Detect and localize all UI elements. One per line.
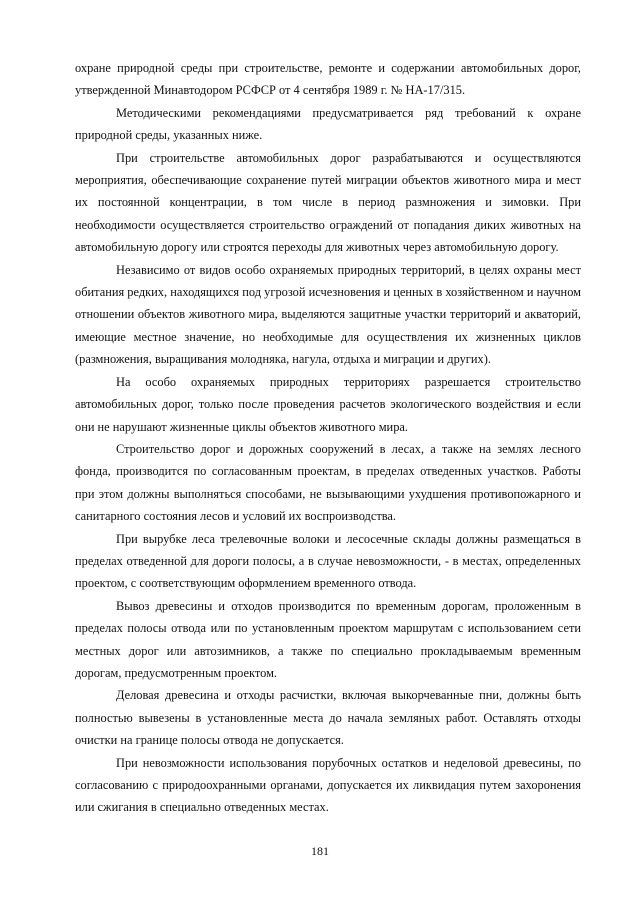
paragraph: Независимо от видов особо охраняемых природных территорий, в целях охраны мест обитания редких, находящихся под угрозой исчезновения и ценных в хозяйственном и научном отношении объектов животного мира, выделяются защитные участки территорий и акваторий, имеющие местное значение, но необходимые для осуществления их жизненных циклов (размножения, выращивания молодняка, нагула, отдыха и миграции и других). — [75, 262, 581, 367]
paragraph: При невозможности использования порубочных остатков и неделовой древесины, по согласованию с природоохранными органами, допускается их ликвидация путем захоронения или сжигания в специально отведенных местах. — [75, 755, 581, 815]
paragraph: Строительство дорог и дорожных сооружений в лесах, а также на землях лесного фонда, производится по согласованным проектам, в пределах отведенных участков. Работы при этом должны выполняться способами, не вызывающими ухудшения противопожарного и санитарного состояния лесов и условий их воспроизводства. — [75, 441, 581, 524]
paragraph: На особо охраняемых природных территориях разрешается строительство автомобильных дорог, только после проведения расчетов экологического воздействия и если они не нарушают жизненные циклы объектов животного мира. — [75, 374, 581, 434]
paragraph: Вывоз древесины и отходов производится по временным дорогам, проложенным в пределах полосы отвода или по установленным проектом маршрутам с использованием сети местных дорог или автозимников, а также по специально прокладываемым временным дорогам, предусмотренным проектом. — [75, 598, 581, 680]
page-number: 181 — [311, 844, 329, 858]
paragraph: охране природной среды при строительстве, ремонте и содержании автомобильных дорог, утвержденной Минавтодором РСФСР от 4 сентября 1989 г. № НА-17/315. — [75, 61, 581, 98]
paragraph: Методическими рекомендациями предусматривается ряд требований к охране природной среды, указанных ниже. — [75, 105, 581, 143]
paragraph: При вырубке леса трелевочные волоки и лесосечные склады должны размещаться в пределах отведенной для дороги полосы, а в случае невозможности, - в местах, определенных проектом, с соответствующим оформлением временного отвода. — [75, 531, 581, 591]
paragraph: Деловая древесина и отходы расчистки, включая выкорчеванные пни, должны быть полностью вывезены в установленные места до начала земляных работ. Оставлять отходы очистки на границе полосы отвода не допускается. — [75, 688, 581, 748]
body-text — [75, 57, 581, 819]
paragraph: При строительстве автомобильных дорог разрабатываются и осуществляются мероприятия, обеспечивающие сохранение путей миграции объектов животного мира и мест их постоянной концентрации, в том числе в период размножения и зимовки. При необходимости осуществляется строительство ограждений от попадания диких животных на автомобильную дорогу или строятся переходы для животных через автомобильную дорогу. — [75, 150, 581, 255]
